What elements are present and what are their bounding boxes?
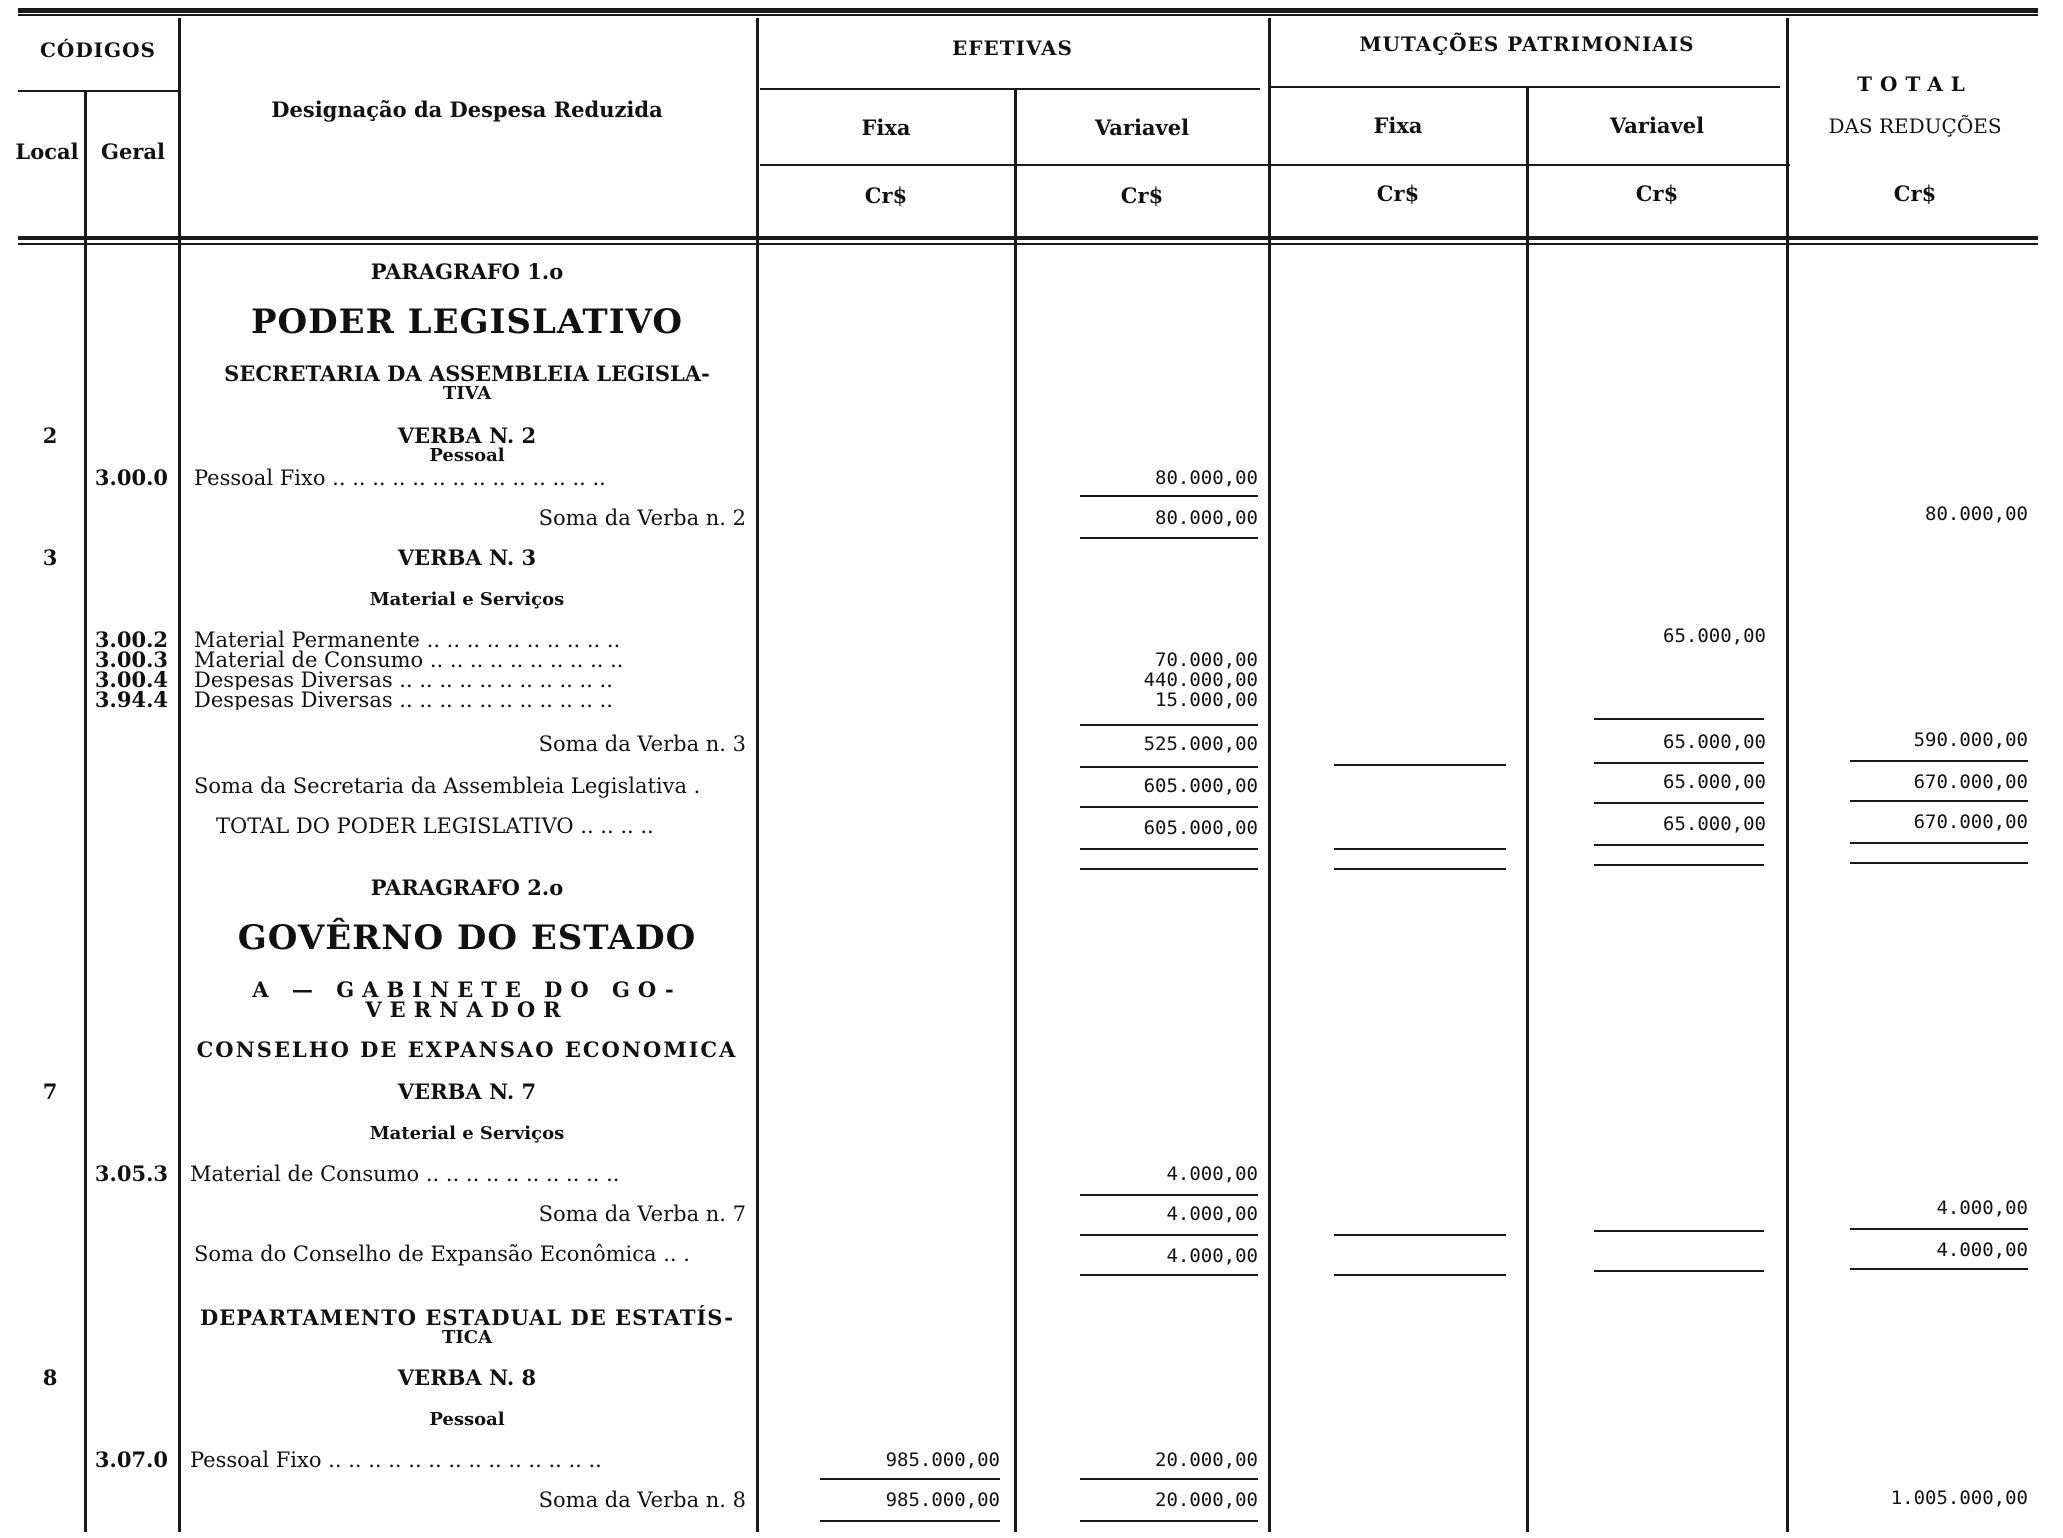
rule <box>1080 724 1258 726</box>
rule <box>1080 1194 1258 1196</box>
codigos-header: CÓDIGOS <box>40 38 156 62</box>
rule <box>1334 868 1506 870</box>
row3-3-desc: Despesas Diversas .. .. .. .. .. .. .. .. .. .. .. <box>194 670 613 690</box>
col-rule-mut-fixa <box>1526 86 1529 1532</box>
rule <box>1080 1234 1258 1236</box>
soma7-total: 4.000,00 <box>1936 1197 2028 1219</box>
soma3-mut-var: 65.000,00 <box>1663 731 1766 753</box>
verba8-title: VERBA N. 8 <box>397 1365 537 1390</box>
rule <box>1850 760 2028 762</box>
secretaria-heading: SECRETARIA DA ASSEMBLEIA LEGISLA- <box>224 361 710 386</box>
total-legislativo-desc: TOTAL DO PODER LEGISLATIVO .. .. .. .. <box>216 814 654 838</box>
rule <box>1334 1234 1506 1236</box>
verba8-local: 8 <box>42 1365 58 1390</box>
rule <box>1334 1274 1506 1276</box>
row3-2-desc: Material de Consumo .. .. .. .. .. .. .. .. .. .. <box>194 650 624 670</box>
rule <box>1850 1228 2028 1230</box>
row7-geral: 3.05.3 <box>94 1161 168 1186</box>
soma7-desc: Soma da Verba n. 7 <box>538 1202 746 1226</box>
governo-title: GOVÊRNO DO ESTADO <box>237 918 697 958</box>
row-pessoal-geral: 3.00.0 <box>94 465 168 490</box>
local-header: Local <box>15 139 79 164</box>
rule <box>1080 495 1258 497</box>
paragrafo-1: PARAGRAFO 1.o <box>370 259 564 284</box>
row3-4-desc: Despesas Diversas .. .. .. .. .. .. .. .. .. .. .. <box>194 690 613 710</box>
currency-mut-fixa: Cr$ <box>1376 181 1420 206</box>
soma8-var: 20.000,00 <box>1155 1489 1258 1511</box>
soma-conselho-total: 4.000,00 <box>1936 1239 2028 1261</box>
rule <box>1080 766 1258 768</box>
row3-2-var: 70.000,00 <box>1155 649 1258 671</box>
row3-3-geral: 3.00.4 <box>94 667 168 692</box>
efetivas-fixa-header: Fixa <box>861 115 911 140</box>
soma-secretaria-total: 670.000,00 <box>1913 771 2028 793</box>
row-pessoal-var: 80.000,00 <box>1155 467 1258 489</box>
rule <box>1080 1520 1258 1522</box>
mutacoes-header: MUTAÇÕES PATRIMONIAIS <box>1359 32 1695 56</box>
col-rule-local <box>84 92 87 1532</box>
mutacoes-fixa-header: Fixa <box>1373 113 1423 138</box>
efetivas-rule <box>760 88 1260 90</box>
total-legislativo-mut-var: 65.000,00 <box>1663 813 1766 835</box>
rule <box>1080 1274 1258 1276</box>
verba2-title: VERBA N. 2 <box>397 423 537 448</box>
col-rule-efet-fixa <box>1014 88 1017 1532</box>
geral-header: Geral <box>101 139 165 164</box>
row8-geral: 3.07.0 <box>94 1447 168 1472</box>
header-bottom-rule <box>18 236 2038 240</box>
soma-secretaria-var: 605.000,00 <box>1143 775 1258 797</box>
rule <box>1594 802 1764 804</box>
soma-conselho-var: 4.000,00 <box>1166 1245 1258 1267</box>
row3-1-mut-var: 65.000,00 <box>1663 625 1766 647</box>
total-legislativo-var: 605.000,00 <box>1143 817 1258 839</box>
secretaria-heading-2: TIVA <box>442 383 492 404</box>
currency-mut-var: Cr$ <box>1635 181 1679 206</box>
rule <box>1334 848 1506 850</box>
mutacoes-variavel-header: Variavel <box>1609 113 1705 138</box>
efetivas-header: EFETIVAS <box>952 36 1073 60</box>
soma-conselho-desc: Soma do Conselho de Expansão Econômica .. . <box>194 1242 690 1266</box>
header-bottom-rule-2 <box>18 243 2038 245</box>
departamento-heading-2: TICA <box>441 1327 493 1348</box>
soma-secretaria-mut-var: 65.000,00 <box>1663 771 1766 793</box>
row-pessoal-desc: Pessoal Fixo .. .. .. .. .. .. .. .. .. .. .. .. .. .. <box>194 466 606 490</box>
rule <box>1594 762 1764 764</box>
total-header-1: TOTAL <box>1857 72 1973 96</box>
row3-1-geral: 3.00.2 <box>94 627 168 652</box>
codigos-rule <box>18 90 178 92</box>
conselho-heading: CONSELHO DE EXPANSAO ECONOMICA <box>196 1037 738 1062</box>
rule <box>1080 848 1258 850</box>
top-rule-2 <box>18 14 2038 16</box>
rule <box>1080 806 1258 808</box>
rule <box>1850 800 2028 802</box>
row8-fixa: 985.000,00 <box>885 1449 1000 1471</box>
row3-4-geral: 3.94.4 <box>94 687 168 712</box>
paragrafo-2: PARAGRAFO 2.o <box>370 875 564 900</box>
gabinete-heading-2: VERNADOR <box>365 997 569 1022</box>
top-rule <box>18 8 2038 13</box>
col-rule-mut-var <box>1786 18 1789 1532</box>
soma8-fixa: 985.000,00 <box>885 1489 1000 1511</box>
rule <box>820 1478 1000 1480</box>
efetivas-variavel-header: Variavel <box>1094 115 1190 140</box>
verba3-sub: Material e Serviços <box>369 589 565 610</box>
soma2-var: 80.000,00 <box>1155 507 1258 529</box>
soma2-desc: Soma da Verba n. 2 <box>538 506 746 530</box>
col-rule-efet-var <box>1268 18 1271 1532</box>
col-rule-desc <box>756 18 759 1532</box>
rule <box>1850 862 2028 864</box>
row8-desc: Pessoal Fixo .. .. .. .. .. .. .. .. .. .. .. .. .. .. <box>190 1448 602 1472</box>
verba3-title: VERBA N. 3 <box>397 545 537 570</box>
rule <box>1594 864 1764 866</box>
total-legislativo-total: 670.000,00 <box>1913 811 2028 833</box>
rule <box>1334 764 1506 766</box>
designacao-header: Designação da Despesa Reduzida <box>271 97 663 122</box>
row7-desc: Material de Consumo .. .. .. .. .. .. .. .. .. .. <box>190 1162 620 1186</box>
departamento-heading: DEPARTAMENTO ESTADUAL DE ESTATÍS- <box>200 1305 734 1330</box>
rule <box>1594 718 1764 720</box>
currency-total: Cr$ <box>1893 181 1937 206</box>
col-rule-geral <box>178 18 181 1532</box>
currency-efet-var: Cr$ <box>1120 183 1164 208</box>
rule <box>1594 1230 1764 1232</box>
verba2-local: 2 <box>42 423 58 448</box>
soma3-var: 525.000,00 <box>1143 733 1258 755</box>
row8-var: 20.000,00 <box>1155 1449 1258 1471</box>
soma8-desc: Soma da Verba n. 8 <box>538 1488 746 1512</box>
rule <box>1080 537 1258 539</box>
row7-var: 4.000,00 <box>1166 1163 1258 1185</box>
gabinete-heading: A — GABINETE DO GO- <box>252 977 682 1002</box>
soma3-total: 590.000,00 <box>1913 729 2028 751</box>
soma7-var: 4.000,00 <box>1166 1203 1258 1225</box>
rule <box>820 1520 1000 1522</box>
rule <box>1850 842 2028 844</box>
rule <box>1594 1270 1764 1272</box>
verba7-local: 7 <box>42 1079 58 1104</box>
row3-1-desc: Material Permanente .. .. .. .. .. .. .. .. .. .. <box>194 630 621 650</box>
row3-2-geral: 3.00.3 <box>94 647 168 672</box>
row3-3-var: 440.000,00 <box>1143 669 1258 691</box>
verba7-sub: Material e Serviços <box>369 1123 565 1144</box>
soma3-desc: Soma da Verba n. 3 <box>538 732 746 756</box>
poder-legislativo-title: PODER LEGISLATIVO <box>250 302 684 342</box>
rule <box>1850 1268 2028 1270</box>
currency-rule <box>760 164 1790 166</box>
total-header-2: DAS REDUÇÕES <box>1828 114 2002 138</box>
soma-secretaria-desc: Soma da Secretaria da Assembleia Legislativa . <box>194 774 701 798</box>
verba2-sub: Pessoal <box>429 445 505 466</box>
rule <box>1594 844 1764 846</box>
verba7-title: VERBA N. 7 <box>397 1079 537 1104</box>
verba8-sub: Pessoal <box>429 1409 505 1430</box>
soma2-total: 80.000,00 <box>1925 503 2028 525</box>
row3-4-var: 15.000,00 <box>1155 689 1258 711</box>
rule <box>1080 1478 1258 1480</box>
mutacoes-rule <box>1270 86 1780 88</box>
rule <box>1080 868 1258 870</box>
verba3-local: 3 <box>42 545 58 570</box>
currency-efet-fixa: Cr$ <box>864 183 908 208</box>
soma8-total: 1.005.000,00 <box>1890 1487 2028 1509</box>
